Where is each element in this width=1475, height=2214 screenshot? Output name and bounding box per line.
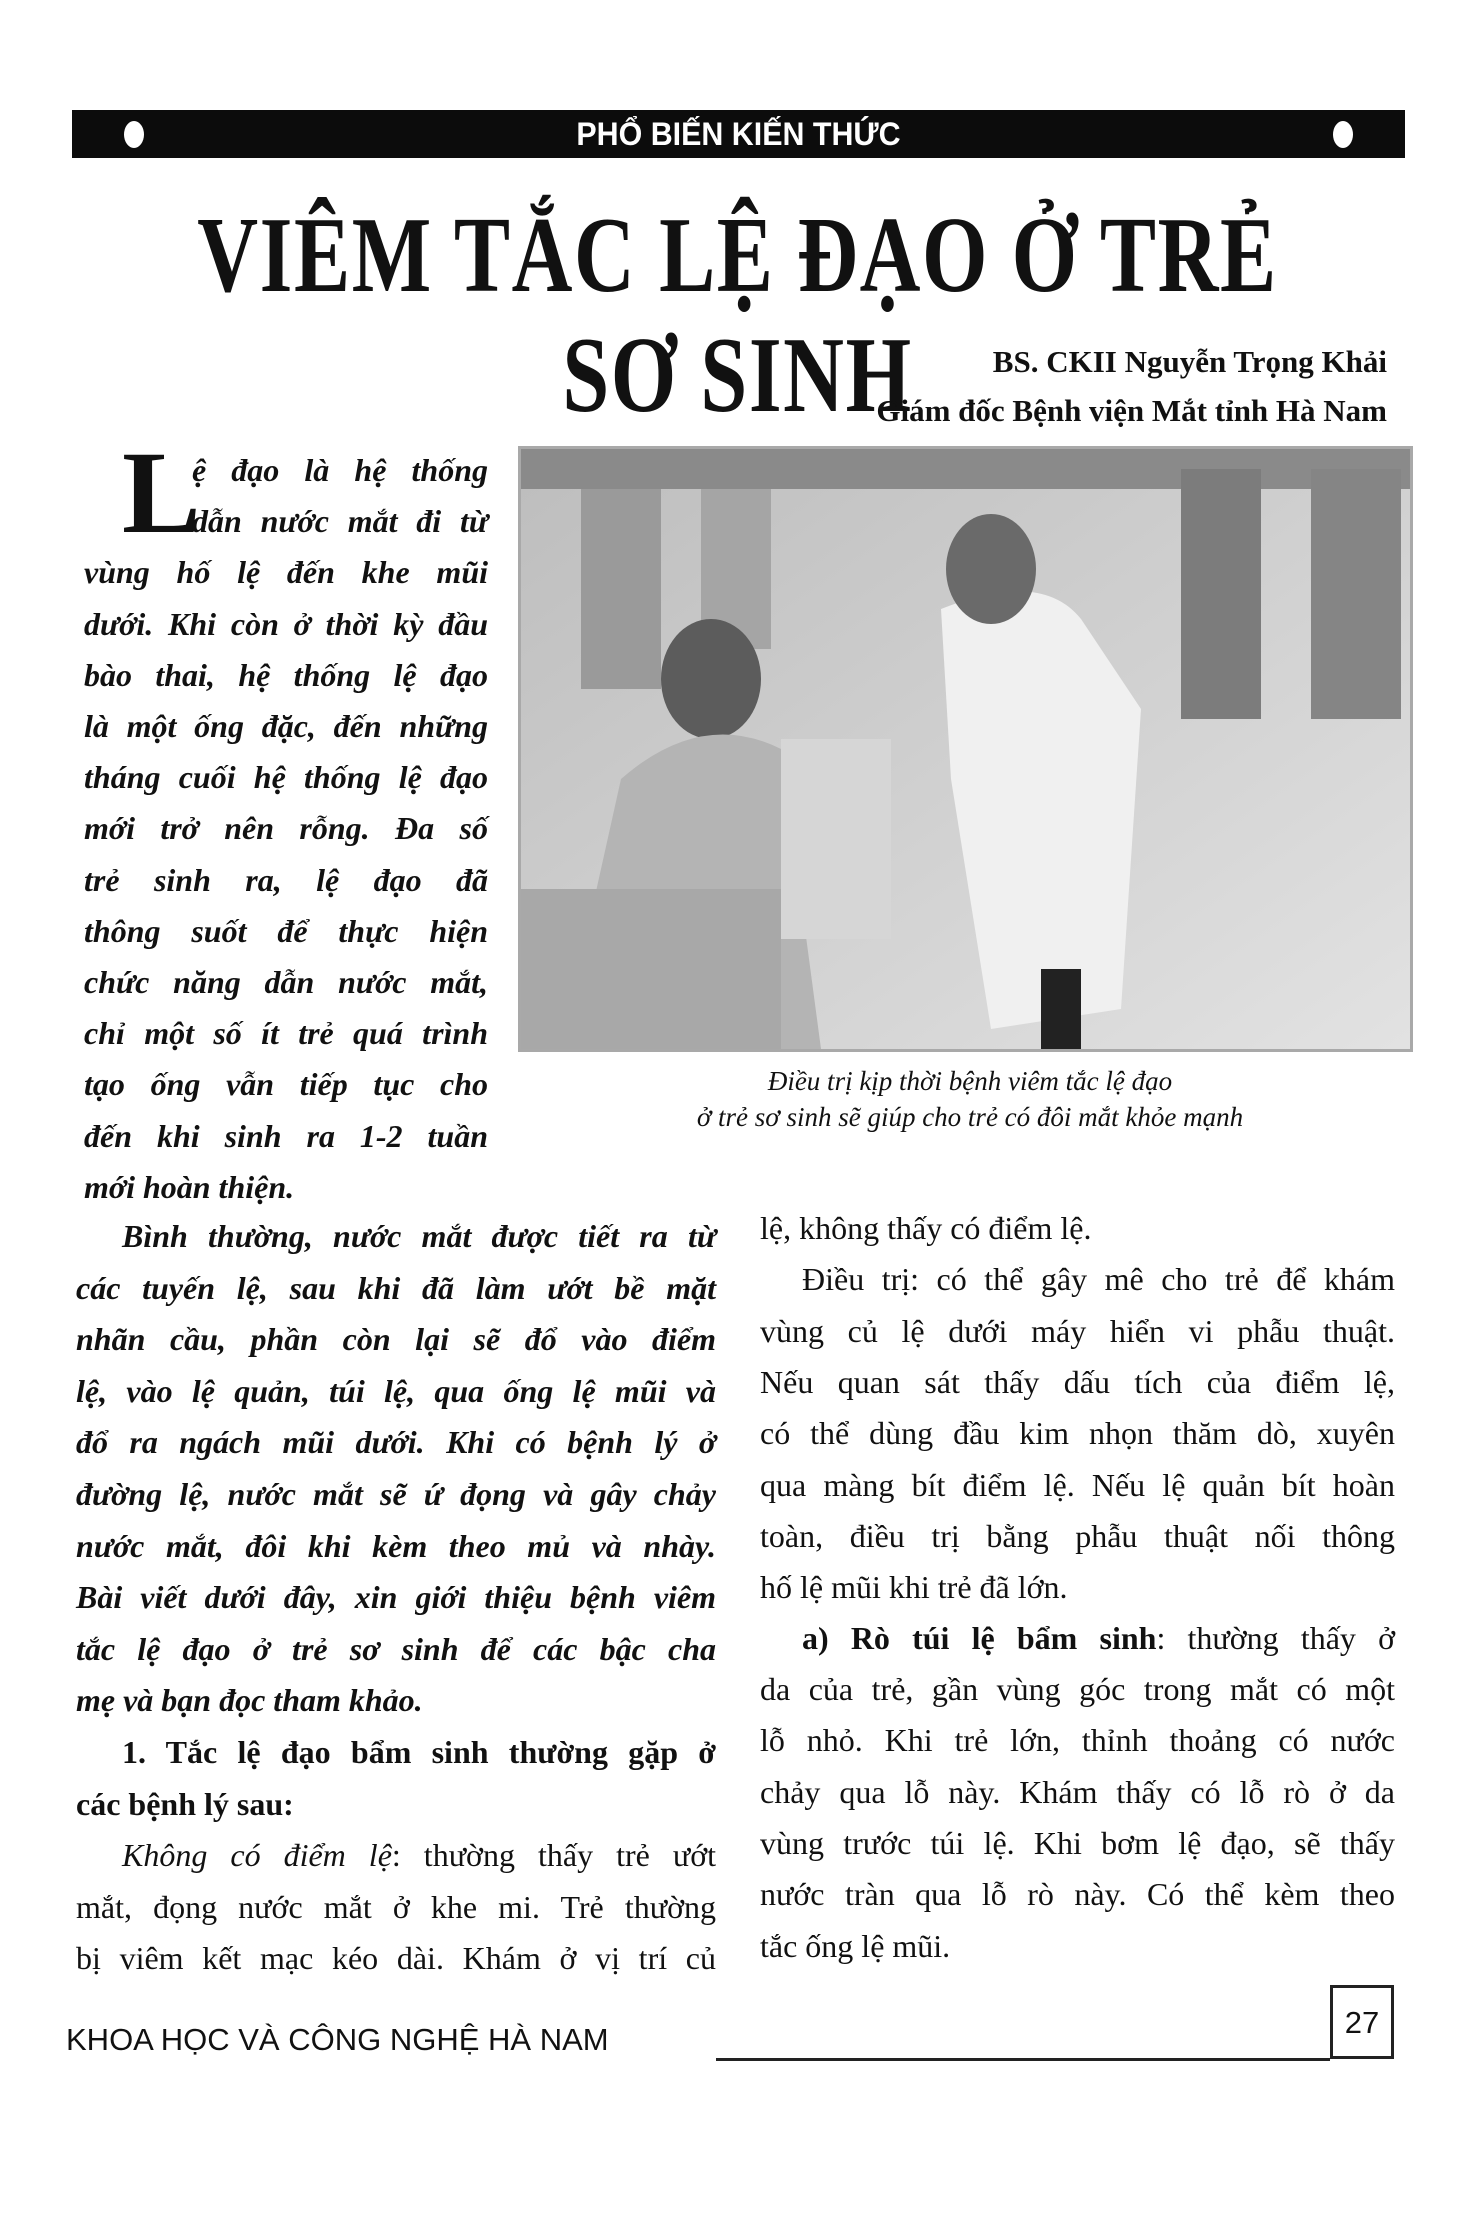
text-line: dưới. Khi còn ở thời kỳ đầu xyxy=(84,605,488,642)
text-line: toàn, điều trị bằng phẫu thuật nối thông xyxy=(760,1517,1395,1554)
text-line: mẹ và bạn đọc tham khảo. xyxy=(76,1682,423,1719)
text-line: các bệnh lý sau: xyxy=(76,1786,294,1822)
text-line: bào thai, hệ thống lệ đạo xyxy=(84,656,488,693)
text-line: 1. Tắc lệ đạo bẩm sinh thường gặp ở xyxy=(122,1734,716,1770)
author-position: Giám đốc Bệnh viện Mắt tỉnh Hà Nam xyxy=(876,393,1387,428)
text-line: mới trở nên rỗng. Đa số xyxy=(84,810,488,847)
text-line xyxy=(122,1837,716,1874)
article-title: VIÊM TẮC LỆ ĐẠO Ở TRẺ SƠ SINH xyxy=(197,196,1278,435)
text-line: đến khi sinh ra 1-2 tuần xyxy=(84,1117,488,1154)
text-line: Bình thường, nước mắt được tiết ra từ xyxy=(122,1218,716,1254)
text-line: Điều trị: có thể gây mê cho trẻ để khám xyxy=(802,1261,1395,1298)
text-line: bị viêm kết mạc kéo dài. Khám ở vị trí củ xyxy=(76,1940,716,1976)
section-banner xyxy=(72,110,1405,158)
text-line: vùng củ lệ dưới máy hiển vi phẫu thuật. xyxy=(760,1312,1395,1349)
text-line: chảy qua lỗ này. Khám thấy có lỗ rò ở da xyxy=(760,1773,1395,1810)
text-line: đường lệ, nước mắt sẽ ứ đọng và gây chảy xyxy=(76,1476,716,1512)
text-line: qua màng bít điểm lệ. Nếu lệ quản bít hoàn xyxy=(760,1466,1395,1503)
publication-name: KHOA HỌC VÀ CÔNG NGHỆ HÀ NAM xyxy=(66,2022,609,2057)
article-photo xyxy=(518,446,1413,1052)
text-line: da của trẻ, gần vùng góc trong mắt có một xyxy=(760,1671,1395,1707)
text-line: vùng hố lệ đến khe mũi xyxy=(84,554,488,591)
page-number: 27 xyxy=(1330,1985,1394,2059)
text-line: vùng trước túi lệ. Khi bơm lệ đạo, sẽ thấy xyxy=(760,1824,1395,1861)
text-line: tạo ống vẫn tiếp tục cho xyxy=(84,1066,488,1103)
text: : thường thấy trẻ ướt xyxy=(391,1837,716,1873)
text-line: hố lệ mũi khi trẻ đã lớn. xyxy=(760,1569,1068,1606)
text-line xyxy=(802,1620,1395,1657)
text-line: Bài viết dưới đây, xin giới thiệu bệnh viêm xyxy=(76,1579,716,1616)
text-line: chỉ một số ít trẻ quá trình xyxy=(84,1015,488,1052)
subsection-heading: a) Rò túi lệ bẩm sinh xyxy=(802,1620,1157,1656)
text-line: trẻ sinh ra, lệ đạo đã xyxy=(84,861,488,898)
text-line: nước tràn qua lỗ rò này. Có thể kèm theo xyxy=(760,1876,1395,1913)
text-line: các tuyến lệ, sau khi đã làm ướt bề mặt xyxy=(76,1269,716,1306)
author-name: BS. CKII Nguyễn Trọng Khải xyxy=(992,344,1387,379)
text-line: Nếu quan sát thấy dấu tích của điểm lệ, xyxy=(760,1363,1395,1400)
text-line: tắc lệ đạo ở trẻ sơ sinh để các bậc cha xyxy=(76,1630,716,1667)
text-line: là một ống đặc, đến những xyxy=(84,708,488,744)
text-line: nước mắt, đôi khi kèm theo mủ và nhày. xyxy=(76,1527,716,1564)
text-line: đổ ra ngách mũi dưới. Khi có bệnh lý ở xyxy=(76,1424,716,1461)
text-line: thông suốt để thực hiện xyxy=(84,912,488,949)
footer-rule xyxy=(716,2058,1330,2061)
text-line: mới hoàn thiện. xyxy=(84,1168,295,1205)
photo-caption-line: ở trẻ sơ sinh sẽ giúp cho trẻ có đôi mắt khỏe mạnh xyxy=(696,1102,1244,1132)
text-line: tắc ống lệ mũi. xyxy=(760,1927,951,1964)
photo-caption-line: Điều trị kịp thời bệnh viêm tắc lệ đạo xyxy=(767,1066,1173,1096)
text-line: nhãn cầu, phần còn lại sẽ đổ vào điểm xyxy=(76,1321,716,1358)
bullet-icon xyxy=(1333,121,1353,148)
drop-cap: L xyxy=(122,427,201,558)
text-line: lệ, vào lệ quản, túi lệ, qua ống lệ mũi và xyxy=(76,1372,716,1409)
text-line: dẫn nước mắt đi từ xyxy=(192,503,488,540)
text-line: mắt, đọng nước mắt ở khe mi. Trẻ thường xyxy=(76,1889,716,1925)
text: : thường thấy ở xyxy=(1156,1620,1396,1656)
text-line: ệ đạo là hệ thống xyxy=(192,452,488,488)
doctor-examining-photo xyxy=(521,449,1410,1049)
section-banner-label: PHỔ BIẾN KIẾN THỨC xyxy=(576,116,901,152)
text-line: có thể dùng đầu kim nhọn thăm dò, xuyên xyxy=(760,1415,1395,1452)
text-line: chức năng dẫn nước mắt, xyxy=(84,964,488,1000)
text-line: lệ, không thấy có điểm lệ. xyxy=(760,1210,1092,1246)
text-line: tháng cuối hệ thống lệ đạo xyxy=(84,759,488,796)
item-label: Không có điểm lệ xyxy=(122,1837,392,1873)
text-line: lỗ nhỏ. Khi trẻ lớn, thỉnh thoảng có nước xyxy=(760,1722,1395,1759)
